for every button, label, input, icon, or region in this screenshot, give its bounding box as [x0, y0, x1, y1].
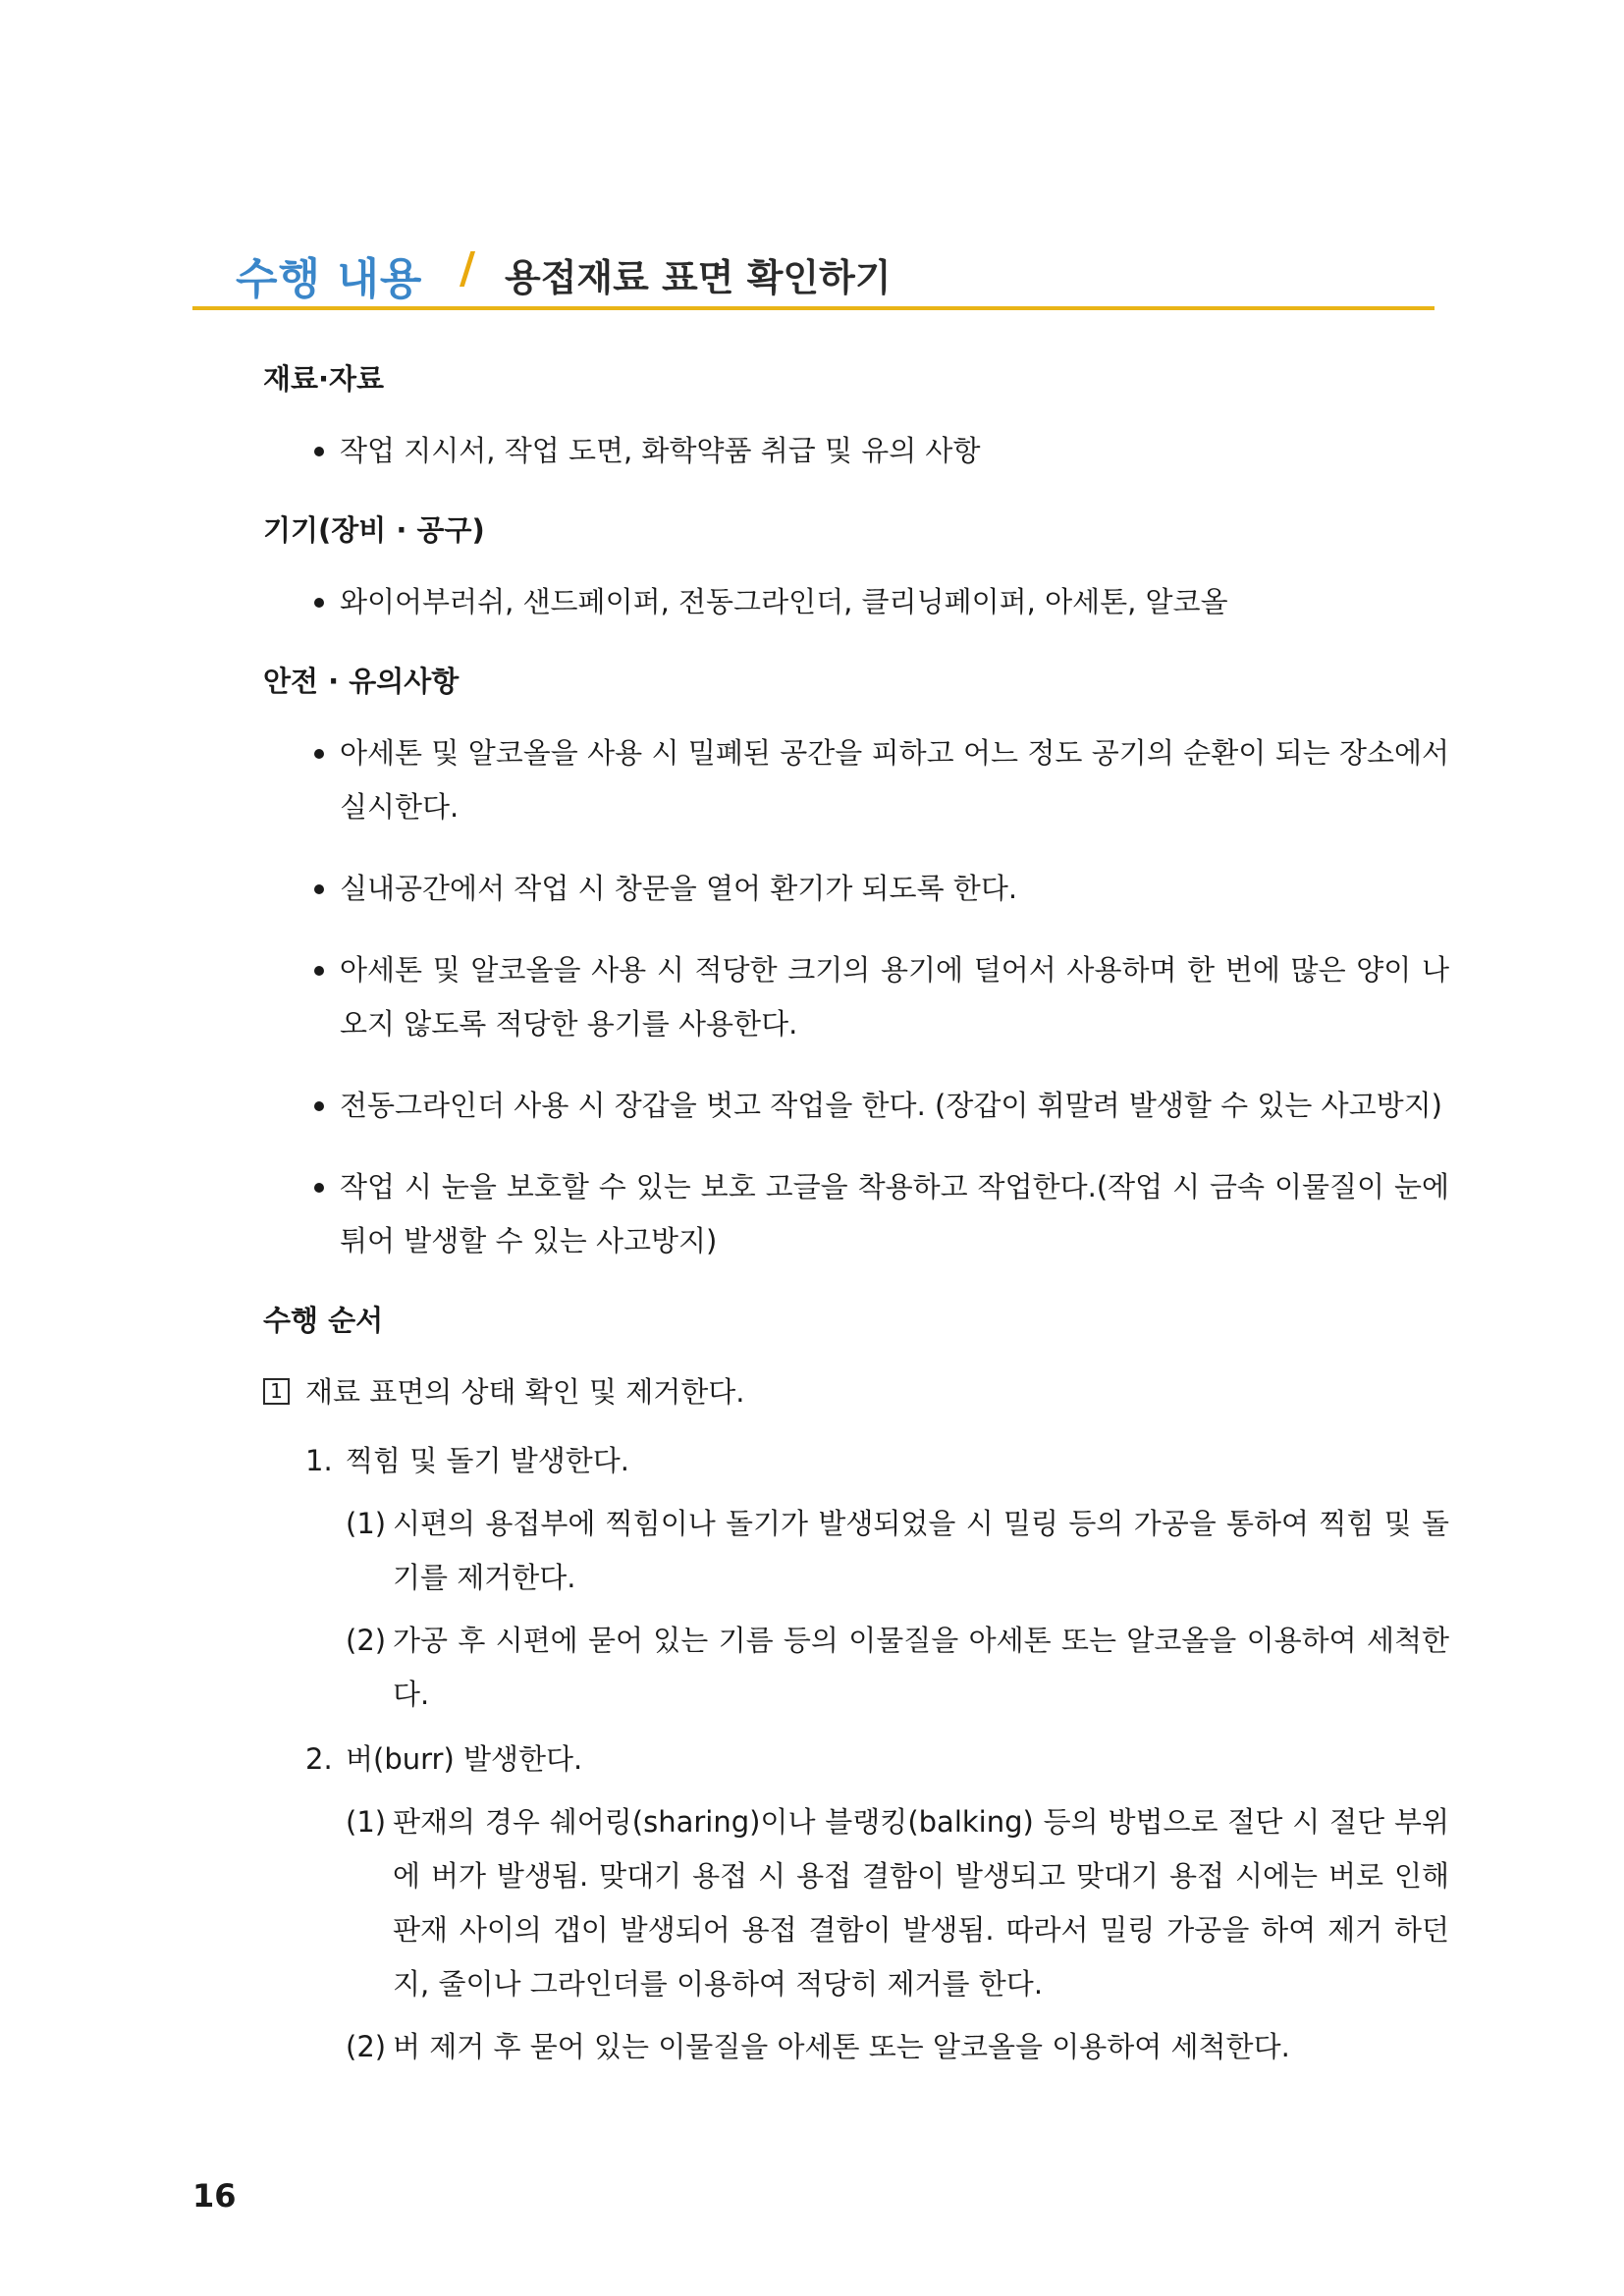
- page-number: 16: [192, 2177, 237, 2215]
- safety-list: [263, 726, 1449, 1268]
- list-item-text: 작업 시 눈을 보호할 수 있는 보호 고글을 착용하고 작업한다.(작업 시 금속 이물질이 눈에 튀어 발생할 수 있는 사고방지): [340, 1170, 1449, 1257]
- title-separator: /: [460, 243, 476, 294]
- bullet-icon: [314, 966, 324, 976]
- list-item-text: 전동그라인더 사용 시 장갑을 벗고 작업을 한다. (장갑이 휘말려 발생할 수 있는 사고방지): [340, 1089, 1442, 1122]
- substep-item: [263, 1795, 1449, 2011]
- list-item-text: 와이어부러쉬, 샌드페이퍼, 전동그라인더, 클리닝페이퍼, 아세톤, 알코올: [340, 585, 1228, 618]
- list-item: [263, 575, 1449, 629]
- list-item: [263, 1079, 1449, 1133]
- item-text: 가공 후 시편에 묻어 있는 기름 등의 이물질을 아세톤 또는 알코올을 이용하여 세척한다.: [393, 1624, 1449, 1711]
- substep-title: 찍힘 및 돌기 발생한다.: [346, 1444, 629, 1477]
- bullet-icon: [314, 884, 324, 894]
- list-item: [263, 726, 1449, 834]
- substep-1: [263, 1434, 1449, 1488]
- substep-item: [263, 1614, 1449, 1722]
- item-number: (1): [346, 1805, 387, 1839]
- item-number: (1): [346, 1507, 387, 1540]
- header-divider: [192, 306, 1435, 310]
- list-item-text: 아세톤 및 알코올을 사용 시 적당한 크기의 용기에 덜어서 사용하며 한 번에 많은 양이 나오지 않도록 적당한 용기를 사용한다.: [340, 953, 1449, 1041]
- safety-heading: 안전 · 유의사항: [263, 665, 460, 698]
- bullet-icon: [314, 598, 324, 608]
- list-item: [263, 943, 1449, 1051]
- list-item-text: 아세톤 및 알코올을 사용 시 밀폐된 공간을 피하고 어느 정도 공기의 순환이 되는 장소에서 실시한다.: [340, 736, 1449, 824]
- equipment-heading: 기기(장비 · 공구): [263, 513, 485, 547]
- list-item-text: 작업 지시서, 작업 도면, 화학약품 취급 및 유의 사항: [340, 434, 981, 467]
- materials-list: [263, 424, 1449, 478]
- bullet-icon: [314, 1101, 324, 1111]
- list-item: [263, 1160, 1449, 1268]
- step-title: 재료 표면의 상태 확인 및 제거한다.: [305, 1375, 745, 1409]
- procedure-step-1: [263, 1365, 1449, 1419]
- list-item-text: 실내공간에서 작업 시 창문을 열어 환기가 되도록 한다.: [340, 872, 1018, 905]
- bullet-icon: [314, 1183, 324, 1193]
- substep-item: [263, 1497, 1449, 1605]
- item-number: (2): [346, 2030, 387, 2063]
- page-title: 용접재료 표면 확인하기: [505, 256, 892, 299]
- substep-item: [263, 2020, 1449, 2074]
- substep-number: 1.: [305, 1444, 333, 1477]
- materials-heading: 재료·자료: [263, 362, 385, 396]
- bullet-icon: [314, 749, 324, 759]
- page-header: [192, 224, 1435, 314]
- list-item: [263, 424, 1449, 478]
- item-text: 버 제거 후 묻어 있는 이물질을 아세톤 또는 알코올을 이용하여 세척한다.: [393, 2030, 1290, 2063]
- substep-title: 버(burr) 발생한다.: [346, 1742, 583, 1776]
- item-number: (2): [346, 1624, 387, 1657]
- main-content: [263, 357, 1449, 2074]
- item-text: 시편의 용접부에 찍힘이나 돌기가 발생되었을 시 밀링 등의 가공을 통하여 찍힘 및 돌기를 제거한다.: [393, 1507, 1449, 1594]
- list-item: [263, 862, 1449, 916]
- bullet-icon: [314, 447, 324, 456]
- substep-2: [263, 1733, 1449, 1787]
- equipment-list: [263, 575, 1449, 629]
- item-text: 판재의 경우 쉐어링(sharing)이나 블랭킹(balking) 등의 방법으로 절단 시 절단 부위에 버가 발생됨. 맞대기 용접 시 용접 결함이 발생되고 맞대기 용접 시에는 버로 인해 판재 사이의 갭이 발생되어 용접 결함이 발생됨. 따라서 밀링 가공을 하여 제거 하던지, 줄이나 그라인더를 이용하여 적당히 제거를 한다.: [393, 1805, 1449, 2001]
- step-number-box: 1: [263, 1378, 290, 1405]
- substep-number: 2.: [305, 1742, 333, 1776]
- section-title: 수행 내용: [236, 254, 423, 304]
- procedure-heading: 수행 순서: [263, 1304, 384, 1337]
